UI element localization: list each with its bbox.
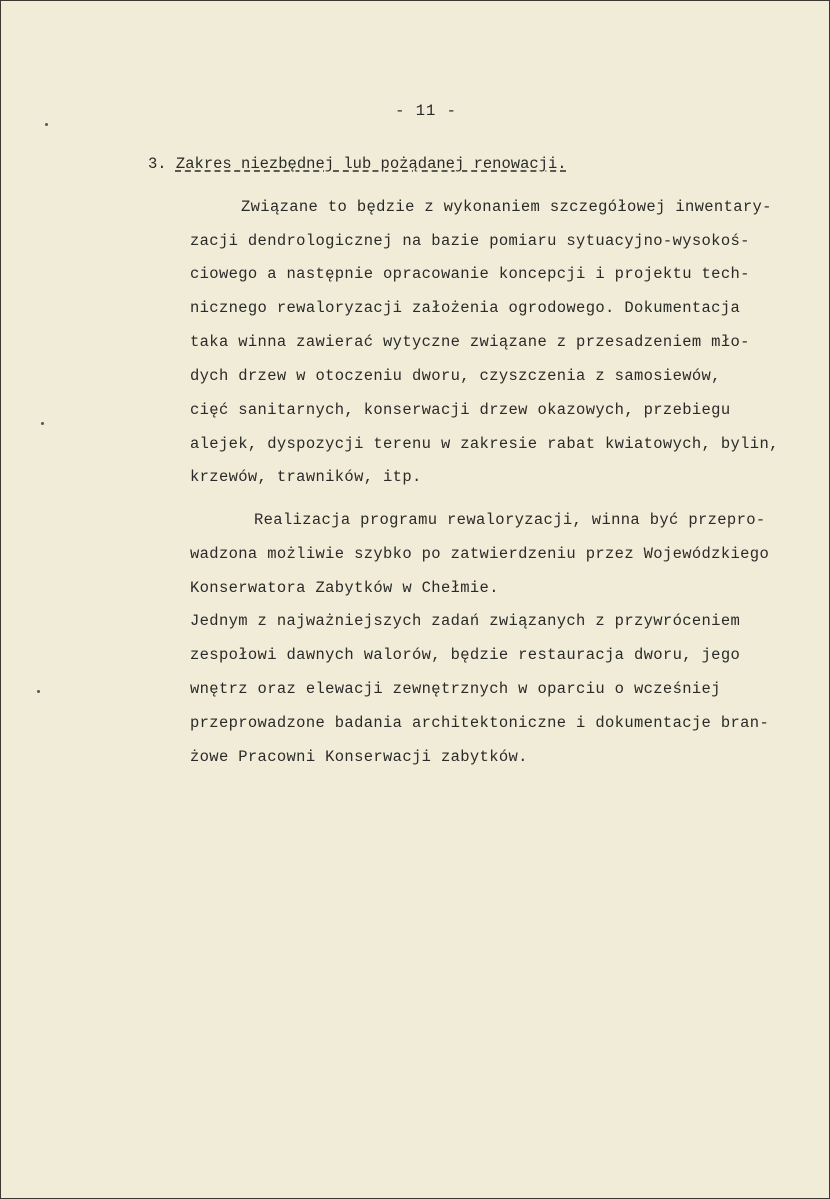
paragraph-line: Związane to będzie z wykonaniem szczegółowej inwentary- xyxy=(241,198,772,216)
paragraph-line: taka winna zawierać wytyczne związane z przesadzeniem mło- xyxy=(190,333,750,351)
paragraph-line: krzewów, trawników, itp. xyxy=(190,468,422,486)
paragraph-line: zespołowi dawnych walorów, będzie restauracja dworu, jego xyxy=(190,646,741,664)
paragraph-line: ciowego a następnie opracowanie koncepcji i projektu tech- xyxy=(190,265,750,283)
paragraph-line: dych drzew w otoczeniu dworu, czyszczenia z samosiewów, xyxy=(190,367,721,385)
paragraph-line: wnętrz oraz elewacji zewnętrznych w oparciu o wcześniej xyxy=(190,680,721,698)
section-heading xyxy=(148,155,567,173)
paragraph-line: Konserwatora Zabytków w Chełmie. xyxy=(190,579,499,597)
binding-hole-mark xyxy=(45,123,48,126)
section-title: Zakres niezbędnej lub pożądanej renowacji. xyxy=(175,155,567,173)
binding-hole-mark xyxy=(37,690,40,693)
paragraph-line: zacji dendrologicznej na bazie pomiaru sytuacyjno-wysokoś- xyxy=(190,232,750,250)
paragraph-line: Realizacja programu rewaloryzacji, winna być przepro- xyxy=(254,511,766,529)
paragraph-line: przeprowadzone badania architektoniczne i dokumentacje bran- xyxy=(190,714,770,732)
binding-hole-mark xyxy=(41,422,44,425)
paragraph-line: Jednym z najważniejszych zadań związanych z przywróceniem xyxy=(190,612,741,630)
paragraph-line: nicznego rewaloryzacji założenia ogrodowego. Dokumentacja xyxy=(190,299,741,317)
page-number: - 11 - xyxy=(395,102,457,120)
paragraph-line: cięć sanitarnych, konserwacji drzew okazowych, przebiegu xyxy=(190,401,731,419)
paragraph-line: wadzona możliwie szybko po zatwierdzeniu przez Wojewódzkiego xyxy=(190,545,770,563)
section-number: 3. xyxy=(148,155,167,173)
paragraph-line: alejek, dyspozycji terenu w zakresie rabat kwiatowych, bylin, xyxy=(190,435,779,453)
paragraph-line: żowe Pracowni Konserwacji zabytków. xyxy=(190,748,528,766)
